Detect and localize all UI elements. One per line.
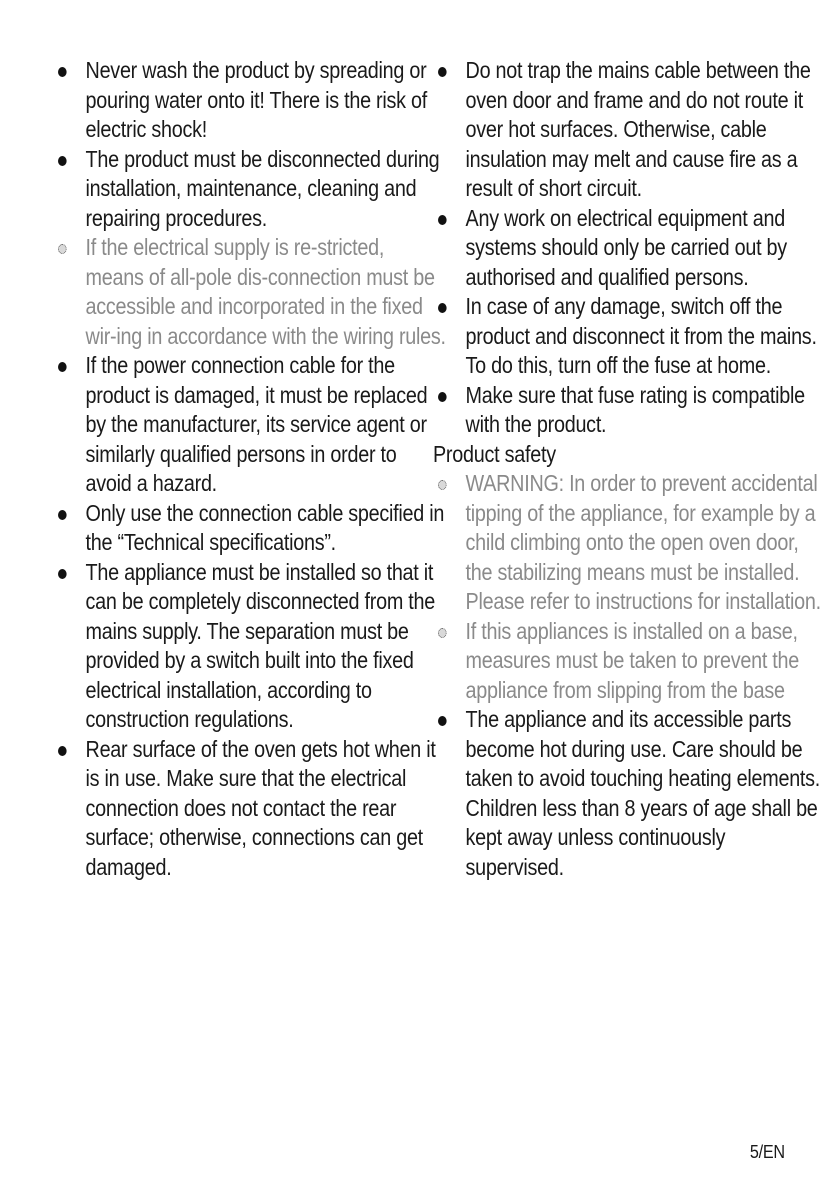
right-bullet-list: [432, 56, 817, 440]
bullet-icon: [438, 303, 447, 313]
list-item: [52, 233, 447, 351]
bullet-icon: [438, 716, 447, 726]
list-item: [52, 735, 447, 883]
list-item-text: The appliance must be installed so that it can be completely disconnected from the mains supply. The separation must be provided by a switch built into the fixed electrical installation, according to construction regulations.: [85, 558, 436, 732]
bullet-icon: [58, 510, 67, 520]
page-number: 5/EN: [750, 1142, 785, 1162]
list-item: [52, 499, 447, 558]
bullet-icon: [58, 569, 67, 579]
bullet-icon: [58, 244, 67, 254]
list-item-text: Never wash the product by spreading or pouring water onto it! There is the risk of electric shock!: [85, 57, 428, 142]
list-item-text: The appliance and its accessible parts become hot during use. Care should be taken to avoid touching heating elements. Children less than 8 years of age shall be kept away unless continuously supervised.: [465, 706, 821, 880]
bullet-icon: [438, 215, 447, 225]
section-heading-product-safety: Product safety: [433, 440, 556, 467]
list-item-text: WARNING: In order to prevent accidental tipping of the appliance, for example by a child climbing onto the open oven door, the stabilizing means must be installed. Please refer to instructions for installation.: [465, 470, 821, 614]
bullet-icon: [438, 480, 447, 490]
list-item-text: If this appliances is installed on a base, measures must be taken to prevent the appliance from slipping from the base: [465, 617, 800, 703]
list-item-text: Rear surface of the oven gets hot when it is in use. Make sure that the electrical connection does not contact the rear surface; otherwise, connections can get damaged.: [85, 735, 436, 880]
left-bullet-list: [52, 56, 446, 882]
list-item-text: Any work on electrical equipment and systems should only be carried out by authorised and qualified persons.: [465, 204, 787, 290]
list-item-text: Make sure that fuse rating is compatible with the product.: [465, 381, 805, 437]
bullet-icon: [58, 362, 67, 372]
list-item-text: Only use the connection cable specified in the “Technical specifications”.: [85, 499, 445, 555]
bullet-icon: [58, 746, 67, 756]
list-item: [52, 145, 447, 234]
bullet-icon: [438, 392, 447, 402]
list-item: [432, 292, 827, 381]
bullet-icon: [438, 628, 447, 638]
list-item: [432, 204, 827, 293]
list-item: [52, 351, 447, 499]
bullet-icon: [58, 67, 67, 77]
list-item: [432, 381, 827, 440]
bullet-icon: [58, 156, 67, 166]
list-item: [432, 705, 827, 882]
right-column: [432, 56, 821, 882]
list-item-text: If the electrical supply is re-stricted, means of all-pole dis-connection must be accessible and incorporated in the fixed wir-ing in accordance with the wiring rules.: [85, 234, 446, 349]
bullet-icon: [438, 67, 447, 77]
product-safety-bullet-list: [432, 469, 821, 882]
list-item: [432, 617, 827, 706]
list-item: [52, 56, 447, 145]
left-column: [52, 56, 446, 882]
list-item: [432, 469, 827, 617]
list-item-text: Do not trap the mains cable between the oven door and frame and do not route it over hot surfaces. Otherwise, cable insulation may melt and cause fire as a result of short circuit.: [465, 57, 811, 201]
list-item: [432, 56, 827, 204]
list-item: [52, 558, 447, 735]
list-item-text: If the power connection cable for the product is damaged, it must be replaced by the manufacturer, its service agent or similarly qualified persons in order to avoid a hazard.: [85, 352, 428, 496]
list-item-text: The product must be disconnected during installation, maintenance, cleaning and repairing procedures.: [85, 145, 440, 231]
list-item-text: In case of any damage, switch off the product and disconnect it from the mains. To do this, turn off the fuse at home.: [465, 293, 817, 378]
